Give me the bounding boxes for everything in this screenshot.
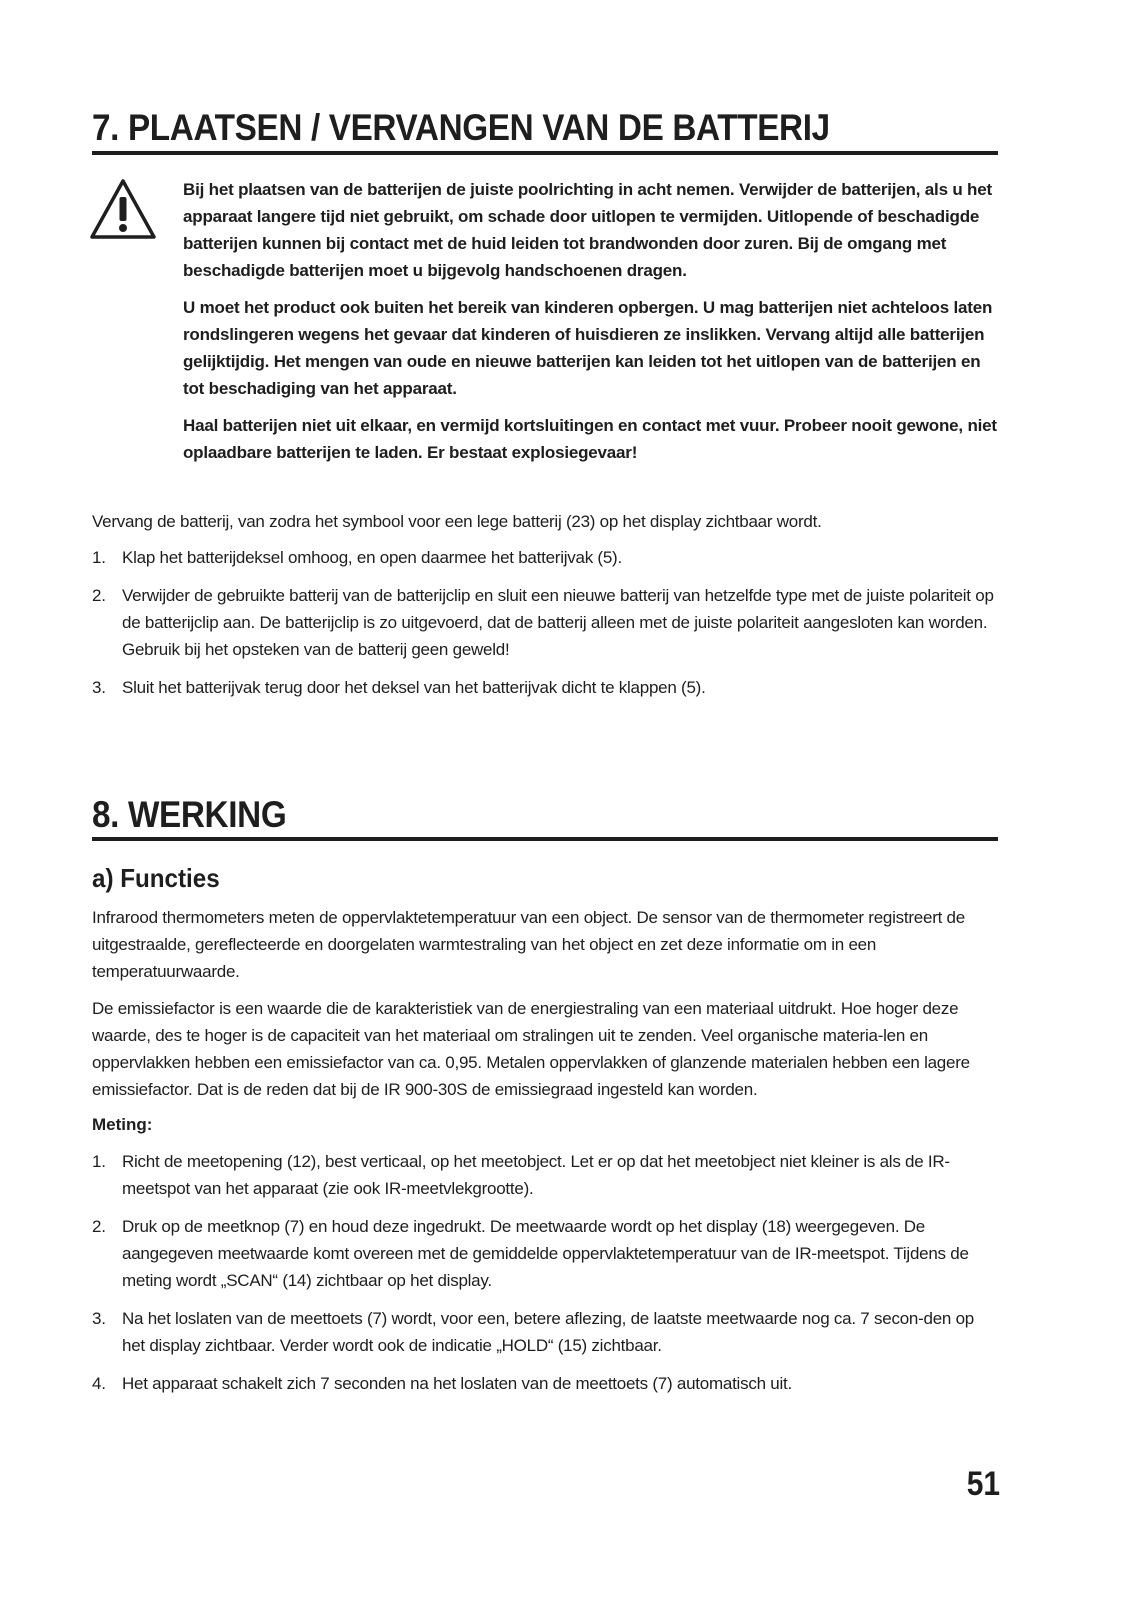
list-item-number: 4. [92,1374,106,1393]
meting-steps-list [92,1148,998,1408]
battery-intro-text: Vervang de batterij, van zodra het symbool voor een lege batterij (23) op het display zichtbaar wordt. [92,512,822,531]
functies-paragraph: Infrarood thermometers meten de oppervlaktetemperatuur van een object. De sensor van de thermometer registreert de uitgestraalde, gereflecteerde en doorgelaten warmtestraling van het object en zet deze informatie om in een temperatuurwaarde. [92,908,965,981]
list-item-text: Verwijder de gebruikte batterij van de batterijclip en sluit een nieuwe batterij van hetzelfde type met de juiste polariteit op de batterijclip aan. De batterijclip is zo uitgevoerd, dat de batterij alleen met de juiste polariteit aangesloten kan worden. Gebruik bij het opsteken van de batterij geen geweld! [122,586,994,659]
list-item [92,1148,998,1202]
battery-warning-block [183,176,998,476]
section-7-title: 7. PLAATSEN / VERVANGEN VAN DE BATTERIJ [92,107,830,148]
list-item [92,1213,998,1294]
list-item-number: 1. [92,1152,106,1171]
list-item-text: Klap het batterijdeksel omhoog, en open daarmee het batterijvak (5). [122,548,622,567]
list-item-number: 2. [92,1217,106,1236]
warning-paragraph: Bij het plaatsen van de batterijen de juiste poolrichting in acht nemen. Verwijder de batterijen, als u het apparaat langere tijd niet gebruikt, om schade door uitlopen te vermijden. Uitlopende of beschadigde batterijen kunnen bij contact met de huid leiden tot brandwonden door zuren. Bij de omgang met beschadigde batterijen moet u bijgevolg handschoenen dragen. [183,180,992,280]
section-8-rule [92,837,998,841]
list-item-number: 3. [92,1309,106,1328]
warning-paragraph: Haal batterijen niet uit elkaar, en vermijd kortsluitingen en contact met vuur. Probeer nooit gewone, niet oplaadbare batterijen te laden. Er bestaat explosiegevaar! [183,416,997,462]
warning-triangle-icon [90,178,156,240]
list-item-number: 3. [92,678,106,697]
list-item-text: Richt de meetopening (12), best verticaal, op het meetobject. Let er op dat het meetobject niet kleiner is als de IR-meetspot van het apparaat (zie ook IR-meetvlekgrootte). [122,1152,950,1198]
list-item [92,1305,998,1359]
functies-heading: a) Functies [92,863,220,893]
list-item-text: Het apparaat schakelt zich 7 seconden na het loslaten van de meettoets (7) automatisch uit. [122,1374,792,1393]
list-item-number: 2. [92,586,106,605]
list-item [92,544,998,571]
list-item-text: Na het loslaten van de meettoets (7) wordt, voor een, betere aflezing, de laatste meetwaarde nog ca. 7 secon-den op het display zichtbaar. Verder wordt ook de indicatie „HOLD“ (15) zichtbaar. [122,1309,975,1355]
page-number: 51 [966,1465,1000,1503]
list-item [92,674,998,701]
section-7-rule [92,151,998,155]
list-item [92,582,998,663]
emissiefactor-paragraph: De emissiefactor is een waarde die de karakteristiek van de energiestraling van een materiaal uitdrukt. Hoe hoger deze waarde, des te hoger is de capaciteit van het materiaal om stralingen uit te zenden. Veel organische materia-len en oppervlakken hebben een emissiefactor van ca. 0,95. Metalen oppervlakken of glanzende materialen hebben een lagere emissiefactor. Dat is de reden dat bij de IR 900-30S de emissiegraad ingesteld kan worden. [92,999,970,1099]
list-item [92,1370,998,1397]
list-item-text: Druk op de meetknop (7) en houd deze ingedrukt. De meetwaarde wordt op het display (18) weergegeven. De aangegeven meetwaarde komt overeen met de gemiddelde oppervlaktetemperatuur van de IR-meetspot. Tijdens de meting wordt „SCAN“ (14) zichtbaar op het display. [122,1217,969,1290]
list-item-number: 1. [92,548,106,567]
section-8-title: 8. WERKING [92,794,287,835]
warning-paragraph: U moet het product ook buiten het bereik van kinderen opbergen. U mag batterijen niet achteloos laten rondslingeren wegens het gevaar dat kinderen of huisdieren ze inslikken. Vervang altijd alle batterijen gelijktijdig. Het mengen van oude en nieuwe batterijen kan leiden tot het uitlopen van de batterijen en tot beschadiging van het apparaat. [183,298,993,398]
list-item-text: Sluit het batterijvak terug door het deksel van het batterijvak dicht te klappen (5). [122,678,706,697]
battery-steps-list [92,544,998,712]
meting-heading: Meting: [92,1115,153,1134]
